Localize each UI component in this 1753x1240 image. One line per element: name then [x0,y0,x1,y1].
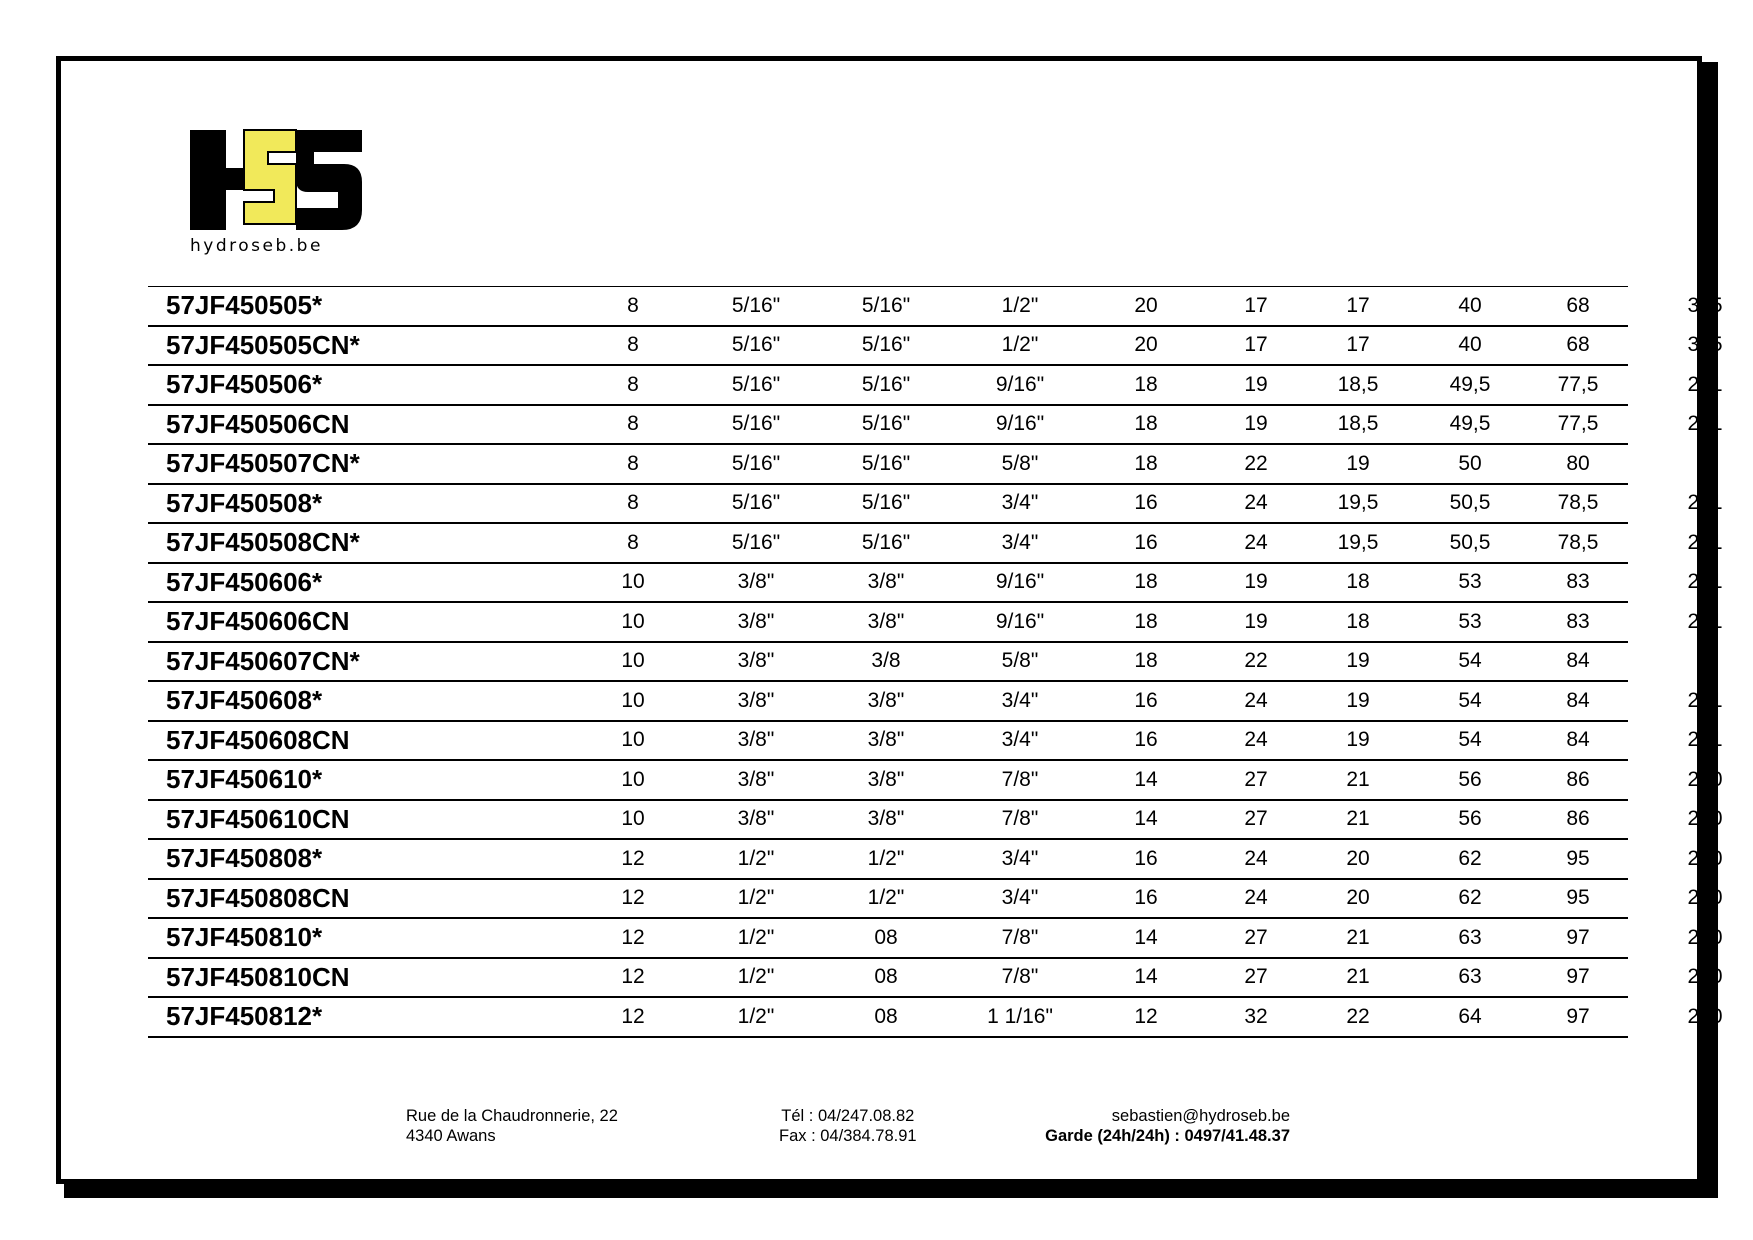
table-cell: 1/2" [867,846,905,870]
table-cell: 5/16" [731,412,781,436]
table-row [148,880,1723,920]
table-row [148,524,1723,564]
table-cell: 5/16" [731,293,781,317]
email-address: sebastien@hydroseb.be [1111,1107,1290,1125]
table-cell: 200 [1687,925,1723,949]
table-cell: 95 [1566,846,1590,870]
table-cell: 16 [1134,530,1158,554]
table-cell: 21 [1346,807,1370,831]
table-row [148,643,1709,683]
table-cell: 24 [1244,846,1268,870]
product-code: 57JF450607CN* [166,645,360,676]
table-cell: 84 [1566,728,1590,752]
table-cell: 40 [1458,293,1482,317]
table-cell: 27 [1244,807,1268,831]
table-cell: 5/16" [731,372,781,396]
product-code: 57JF450505CN* [166,329,360,360]
table-cell: 3/4" [1001,491,1039,515]
table-cell: 1/2" [737,1004,775,1028]
table-cell: 5/16" [861,333,911,357]
table-cell: 9/16" [995,372,1045,396]
table-cell: 12 [621,886,645,910]
table-cell: 14 [1134,925,1158,949]
table-cell: 3/8" [867,570,905,594]
table-cell: 20 [1134,333,1158,357]
table-cell: 18 [1134,570,1158,594]
table-row [148,406,1723,446]
table-cell: 49,5 [1449,372,1491,396]
table-cell: - [1701,649,1709,673]
table-cell: 77,5 [1557,412,1599,436]
table-cell: 08 [874,925,898,949]
table-cell: 77,5 [1557,372,1599,396]
table-cell: 10 [621,649,645,673]
table-cell: 3/4" [1001,846,1039,870]
table-cell: 24 [1244,491,1268,515]
table-row [148,959,1723,999]
footer-phone [779,1106,917,1146]
table-cell: 64 [1458,1004,1482,1028]
table-cell: 12 [621,846,645,870]
table-cell: 20 [1346,846,1370,870]
product-code: 57JF450808CN [166,882,350,913]
table-cell: 21 [1346,925,1370,949]
table-cell: 08 [874,965,898,989]
table-cell: 3/8" [867,807,905,831]
table-cell: 10 [621,570,645,594]
table-cell: 3/4" [1001,728,1039,752]
product-code: 57JF450508CN* [166,527,360,558]
product-code: 57JF450610* [166,764,323,795]
table-cell: 3/8 [871,649,901,673]
table-cell: 68 [1566,333,1590,357]
table-cell: 19 [1244,372,1268,396]
table-cell: 14 [1134,807,1158,831]
table-cell: 27 [1244,767,1268,791]
table-cell: 241 [1687,530,1723,554]
table-cell: 18,5 [1337,412,1379,436]
table-cell: 3/8" [737,570,775,594]
table-cell: 17 [1346,293,1370,317]
table-cell: 10 [621,767,645,791]
table-cell: 54 [1458,728,1482,752]
table-cell: 63 [1458,965,1482,989]
table-row [148,366,1723,406]
table-cell: 1 1/16" [987,1004,1053,1028]
product-code: 57JF450810* [166,922,323,953]
table-cell: 200 [1687,1004,1723,1028]
table-cell: 19 [1346,649,1370,673]
table-cell: 8 [627,372,639,396]
table-cell: 97 [1566,965,1590,989]
table-row [148,998,1723,1038]
product-code: 57JF450505* [166,290,323,321]
table-cell: 200 [1687,767,1723,791]
table-cell: 3/8" [737,767,775,791]
table-cell: 3/8" [737,728,775,752]
table-cell: 97 [1566,1004,1590,1028]
table-cell: 24 [1244,728,1268,752]
product-code: 57JF450610CN [166,803,350,834]
table-cell: 16 [1134,491,1158,515]
phone-number: Tél : 04/247.08.82 [781,1107,915,1125]
table-cell: 241 [1687,412,1723,436]
table-cell: 20 [1346,886,1370,910]
product-code: 57JF450810CN [166,961,350,992]
table-cell: 8 [627,451,639,475]
table-cell: 18 [1134,609,1158,633]
table-cell: 241 [1687,728,1723,752]
table-cell: 27 [1244,925,1268,949]
table-cell: 84 [1566,649,1590,673]
table-cell: 1/2" [737,846,775,870]
table-cell: 5/16" [861,372,911,396]
table-cell: 19 [1244,412,1268,436]
table-cell: 241 [1687,570,1723,594]
table-cell: 32 [1244,1004,1268,1028]
table-cell: 8 [627,293,639,317]
table-cell: 18,5 [1337,372,1379,396]
table-cell: 1/2" [737,925,775,949]
product-code: 57JF450606* [166,566,323,597]
table-cell: 78,5 [1557,530,1599,554]
table-cell: 200 [1687,846,1723,870]
table-row [148,485,1723,525]
table-cell: 12 [621,1004,645,1028]
table-cell: 5/16" [731,451,781,475]
table-cell: 7/8" [1001,965,1039,989]
table-cell: 5/16" [861,451,911,475]
table-cell: 24 [1244,530,1268,554]
table-cell: 9/16" [995,412,1045,436]
table-cell: 95 [1566,886,1590,910]
table-cell: 24 [1244,886,1268,910]
product-code: 57JF450507CN* [166,448,360,479]
table-cell: 19 [1244,609,1268,633]
footer-address [406,1106,618,1146]
table-cell: 54 [1458,688,1482,712]
table-cell: 86 [1566,767,1590,791]
table-cell: - [1701,451,1709,475]
table-cell: 8 [627,530,639,554]
table-cell: 22 [1244,649,1268,673]
table-cell: 3/8" [737,807,775,831]
table-cell: 68 [1566,293,1590,317]
table-cell: 3/8" [737,649,775,673]
table-cell: 1/2" [1001,333,1039,357]
table-cell: 3/8" [867,728,905,752]
table-cell: 49,5 [1449,412,1491,436]
table-cell: 19 [1346,728,1370,752]
table-cell: 200 [1687,965,1723,989]
table-row [148,603,1723,643]
table-cell: 19,5 [1337,491,1379,515]
table-cell: 50,5 [1449,530,1491,554]
table-cell: 21 [1346,767,1370,791]
table-cell: 08 [874,1004,898,1028]
table-cell: 1/2" [867,886,905,910]
table-cell: 54 [1458,649,1482,673]
table-cell: 56 [1458,807,1482,831]
table-cell: 5/16" [731,530,781,554]
table-cell: 3/8" [867,767,905,791]
emergency-phone: Garde (24h/24h) : 0497/41.48.37 [1045,1127,1290,1145]
table-cell: 12 [1134,1004,1158,1028]
product-code: 57JF450608* [166,685,323,716]
product-code: 57JF450808* [166,843,323,874]
table-cell: 97 [1566,925,1590,949]
table-cell: 3/4" [1001,886,1039,910]
table-cell: 10 [621,609,645,633]
table-cell: 3/8" [867,609,905,633]
table-cell: 345 [1687,333,1723,357]
table-cell: 53 [1458,609,1482,633]
table-cell: 83 [1566,570,1590,594]
table-cell: 5/8" [1001,649,1039,673]
product-table [148,286,1723,1038]
table-cell: 200 [1687,886,1723,910]
table-cell: 8 [627,491,639,515]
table-cell: 3/8" [737,609,775,633]
fax-number: Fax : 04/384.78.91 [779,1127,917,1145]
table-cell: 241 [1687,372,1723,396]
address-line-2: 4340 Awans [406,1127,496,1145]
table-cell: 83 [1566,609,1590,633]
table-cell: 17 [1244,333,1268,357]
table-cell: 19 [1346,451,1370,475]
table-cell: 18 [1134,451,1158,475]
table-cell: 27 [1244,965,1268,989]
product-code: 57JF450606CN [166,606,350,637]
table-cell: 86 [1566,807,1590,831]
table-cell: 241 [1687,609,1723,633]
table-cell: 3/8" [867,688,905,712]
table-cell: 63 [1458,925,1482,949]
table-cell: 18 [1134,412,1158,436]
table-cell: 5/16" [731,491,781,515]
table-cell: 17 [1244,293,1268,317]
table-cell: 19,5 [1337,530,1379,554]
table-cell: 56 [1458,767,1482,791]
product-code: 57JF450508* [166,487,323,518]
table-cell: 1/2" [1001,293,1039,317]
table-cell: 22 [1244,451,1268,475]
table-row [148,840,1723,880]
table-cell: 18 [1346,570,1370,594]
address-line-1: Rue de la Chaudronnerie, 22 [406,1107,618,1125]
table-cell: 12 [621,965,645,989]
table-cell: 5/16" [731,333,781,357]
table-cell: 16 [1134,846,1158,870]
table-cell: 24 [1244,688,1268,712]
table-row [148,564,1723,604]
table-cell: 241 [1687,491,1723,515]
table-row [148,919,1723,959]
product-code: 57JF450812* [166,1001,323,1032]
table-cell: 241 [1687,688,1723,712]
table-cell: 14 [1134,965,1158,989]
footer-contact [1010,1106,1290,1146]
table-cell: 18 [1346,609,1370,633]
table-cell: 7/8" [1001,767,1039,791]
table-cell: 200 [1687,807,1723,831]
table-cell: 5/16" [861,491,911,515]
table-cell: 19 [1244,570,1268,594]
table-cell: 16 [1134,886,1158,910]
table-cell: 12 [621,925,645,949]
table-cell: 10 [621,728,645,752]
table-cell: 53 [1458,570,1482,594]
table-cell: 62 [1458,846,1482,870]
table-cell: 19 [1346,688,1370,712]
product-code: 57JF450608CN [166,724,350,755]
table-cell: 5/16" [861,293,911,317]
table-cell: 84 [1566,688,1590,712]
table-cell: 50 [1458,451,1482,475]
table-cell: 5/16" [861,530,911,554]
table-cell: 10 [621,807,645,831]
table-cell: 7/8" [1001,925,1039,949]
table-cell: 9/16" [995,570,1045,594]
table-cell: 5/16" [861,412,911,436]
table-row [148,445,1709,485]
table-cell: 20 [1134,293,1158,317]
table-cell: 5/8" [1001,451,1039,475]
table-cell: 16 [1134,728,1158,752]
table-cell: 1/2" [737,965,775,989]
table-cell: 3/8" [737,688,775,712]
table-cell: 3/4" [1001,688,1039,712]
table-row [148,287,1723,327]
table-cell: 9/16" [995,609,1045,633]
table-cell: 21 [1346,965,1370,989]
table-cell: 62 [1458,886,1482,910]
table-cell: 40 [1458,333,1482,357]
table-cell: 50,5 [1449,491,1491,515]
table-cell: 3/4" [1001,530,1039,554]
table-cell: 8 [627,412,639,436]
table-cell: 7/8" [1001,807,1039,831]
table-row [148,761,1723,801]
table-cell: 17 [1346,333,1370,357]
table-cell: 14 [1134,767,1158,791]
table-cell: 10 [621,688,645,712]
table-cell: 18 [1134,649,1158,673]
logo-text: hydroseb.be [190,236,323,256]
product-code: 57JF450506* [166,369,323,400]
table-cell: 8 [627,333,639,357]
table-row [148,327,1723,367]
table-cell: 80 [1566,451,1590,475]
table-cell: 78,5 [1557,491,1599,515]
table-row [148,801,1723,841]
table-cell: 18 [1134,372,1158,396]
table-row [148,682,1723,722]
table-row [148,722,1723,762]
table-cell: 1/2" [737,886,775,910]
product-code: 57JF450506CN [166,408,350,439]
table-cell: 345 [1687,293,1723,317]
table-cell: 22 [1346,1004,1370,1028]
table-cell: 16 [1134,688,1158,712]
